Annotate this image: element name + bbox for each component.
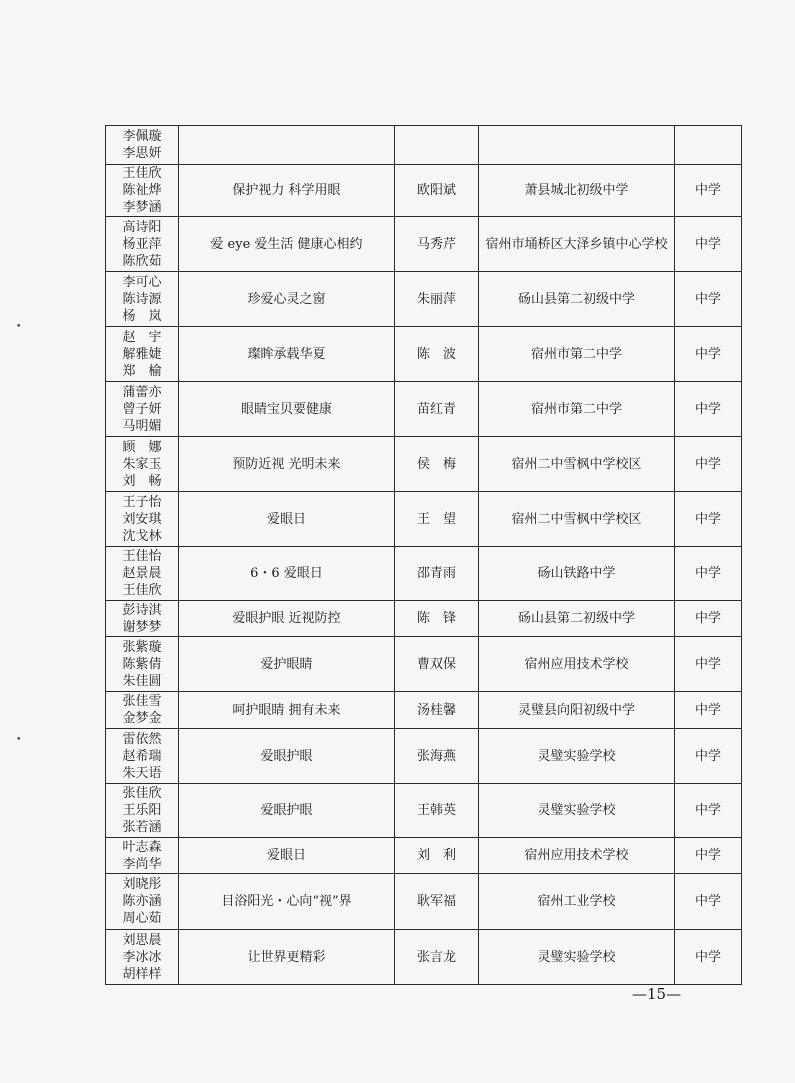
- work-title-cell: 爱 eye 爱生活 健康心相约: [179, 217, 395, 272]
- table-row: [106, 126, 742, 165]
- teacher-cell: 王 望: [395, 492, 479, 547]
- level-cell: 中学: [675, 547, 742, 601]
- work-title-cell: 璨眸承载华夏: [179, 327, 395, 382]
- student-name: 谢梦梦: [122, 619, 162, 635]
- student-name: 李尚华: [122, 856, 162, 872]
- school-cell: 宿州应用技术学校: [479, 637, 675, 692]
- teacher-cell: 朱丽萍: [395, 272, 479, 327]
- student-name: 彭诗淇: [122, 602, 162, 618]
- school-cell: 砀山县第二初级中学: [479, 601, 675, 637]
- students-cell: [106, 601, 179, 637]
- students-cell: [106, 382, 179, 437]
- student-name: 马明媚: [122, 418, 162, 434]
- table-row: [106, 327, 742, 382]
- work-title-cell: 爱眼护眼: [179, 729, 395, 784]
- school-cell: 宿州二中雪枫中学校区: [479, 437, 675, 492]
- student-name: 金梦金: [122, 711, 162, 726]
- binding-hole-mark: •: [16, 735, 22, 745]
- students-cell: [106, 547, 179, 601]
- student-name: 赵景晨: [122, 566, 162, 581]
- student-name: 顾 娜: [122, 439, 162, 455]
- student-name: 张若涵: [122, 820, 162, 835]
- student-name: 李思妍: [122, 146, 162, 161]
- level-cell: 中学: [675, 382, 742, 437]
- level-cell: 中学: [675, 217, 742, 272]
- work-title-cell: 爱眼日: [179, 838, 395, 874]
- student-name: 刘思晨: [122, 932, 162, 948]
- students-cell: [106, 437, 179, 492]
- work-title-cell: 爱眼护眼: [179, 784, 395, 838]
- student-name: 朱佳圆: [122, 673, 162, 689]
- school-cell: 宿州工业学校: [479, 874, 675, 930]
- level-cell: 中学: [675, 601, 742, 637]
- student-name: 刘 畅: [122, 473, 162, 489]
- level-cell: 中学: [675, 492, 742, 547]
- school-cell: 宿州市第二中学: [479, 382, 675, 437]
- work-title-cell: 爱护眼睛: [179, 637, 395, 692]
- level-cell: 中学: [675, 784, 742, 838]
- school-cell: 灵璧实验学校: [479, 930, 675, 985]
- student-name: 赵 宇: [122, 329, 162, 345]
- teacher-cell: 邵青雨: [395, 547, 479, 601]
- awards-table-body: [106, 126, 742, 985]
- level-cell: 中学: [675, 930, 742, 985]
- table-row: [106, 492, 742, 547]
- student-name: 解雅婕: [122, 346, 162, 362]
- level-cell: 中学: [675, 692, 742, 729]
- work-title-cell: 珍爱心灵之窗: [179, 272, 395, 327]
- table-row: [106, 637, 742, 692]
- school-cell: 宿州市埇桥区大泽乡镇中心学校: [479, 217, 675, 272]
- students-cell: [106, 692, 179, 729]
- table-row: [106, 692, 742, 729]
- student-name: 张紫璇: [122, 639, 162, 655]
- table-row: [106, 547, 742, 601]
- table-row: [106, 437, 742, 492]
- student-name: 蒲蕾亦: [122, 384, 162, 400]
- student-name: 雷依然: [122, 731, 162, 747]
- binding-hole-mark: •: [16, 322, 22, 332]
- student-name: 胡样样: [122, 966, 162, 982]
- school-cell: 宿州应用技术学校: [479, 838, 675, 874]
- student-name: 郑 榆: [122, 363, 162, 379]
- students-cell: [106, 126, 179, 165]
- teacher-cell: 张海燕: [395, 729, 479, 784]
- school-cell: 宿州二中雪枫中学校区: [479, 492, 675, 547]
- level-cell: 中学: [675, 637, 742, 692]
- work-title-cell: [179, 126, 395, 165]
- awards-table: [105, 125, 742, 985]
- level-cell: 中学: [675, 729, 742, 784]
- student-name: 陈亦涵: [122, 894, 162, 909]
- student-name: 杨亚萍: [122, 236, 162, 252]
- student-name: 叶志森: [122, 839, 162, 855]
- students-cell: [106, 637, 179, 692]
- teacher-cell: 苗红青: [395, 382, 479, 437]
- table-row: [106, 601, 742, 637]
- teacher-cell: 陈 波: [395, 327, 479, 382]
- work-title-cell: 6・6 爱眼日: [179, 547, 395, 601]
- school-cell: 灵璧实验学校: [479, 784, 675, 838]
- table-row: [106, 784, 742, 838]
- student-name: 陈紫倩: [122, 656, 162, 672]
- student-name: 朱家玉: [122, 456, 162, 472]
- teacher-cell: 耿军福: [395, 874, 479, 930]
- work-title-cell: 爱眼日: [179, 492, 395, 547]
- table-row: [106, 165, 742, 217]
- teacher-cell: 曹双保: [395, 637, 479, 692]
- students-cell: [106, 784, 179, 838]
- work-title-cell: 眼睛宝贝要健康: [179, 382, 395, 437]
- student-name: 赵希瑞: [122, 748, 162, 764]
- students-cell: [106, 492, 179, 547]
- teacher-cell: 刘 利: [395, 838, 479, 874]
- student-name: 沈戈林: [122, 528, 162, 544]
- student-name: 曾子妍: [122, 401, 162, 417]
- student-name: 王子怡: [122, 494, 162, 510]
- work-title-cell: 预防近视 光明未来: [179, 437, 395, 492]
- student-name: 周心茹: [122, 911, 162, 926]
- students-cell: [106, 930, 179, 985]
- work-title-cell: 爱眼护眼 近视防控: [179, 601, 395, 637]
- table-row: [106, 838, 742, 874]
- teacher-cell: 侯 梅: [395, 437, 479, 492]
- work-title-cell: 呵护眼睛 拥有未来: [179, 692, 395, 729]
- school-cell: 砀山县第二初级中学: [479, 272, 675, 327]
- students-cell: [106, 729, 179, 784]
- teacher-cell: [395, 126, 479, 165]
- student-name: 陈欣茹: [122, 253, 162, 269]
- students-cell: [106, 838, 179, 874]
- work-title-cell: 让世界更精彩: [179, 930, 395, 985]
- work-title-cell: 保护视力 科学用眼: [179, 165, 395, 217]
- teacher-cell: 张言龙: [395, 930, 479, 985]
- school-cell: 宿州市第二中学: [479, 327, 675, 382]
- teacher-cell: 陈 锋: [395, 601, 479, 637]
- student-name: 张佳雪: [122, 694, 162, 709]
- student-name: 刘安琪: [122, 511, 162, 527]
- teacher-cell: 马秀芹: [395, 217, 479, 272]
- teacher-cell: 欧阳斌: [395, 165, 479, 217]
- student-name: 刘晓彤: [122, 877, 162, 892]
- students-cell: [106, 165, 179, 217]
- level-cell: 中学: [675, 272, 742, 327]
- level-cell: 中学: [675, 165, 742, 217]
- student-name: 朱天语: [122, 765, 162, 781]
- page-number: —15—: [632, 985, 682, 1003]
- student-name: 李梦涵: [122, 200, 162, 215]
- student-name: 王佳怡: [122, 549, 162, 564]
- student-name: 李可心: [122, 274, 162, 290]
- school-cell: 萧县城北初级中学: [479, 165, 675, 217]
- school-cell: 灵璧县向阳初级中学: [479, 692, 675, 729]
- school-cell: 灵璧实验学校: [479, 729, 675, 784]
- teacher-cell: 汤桂馨: [395, 692, 479, 729]
- level-cell: [675, 126, 742, 165]
- students-cell: [106, 217, 179, 272]
- students-cell: [106, 874, 179, 930]
- table-row: [106, 382, 742, 437]
- student-name: 王乐阳: [122, 803, 162, 818]
- table-row: [106, 930, 742, 985]
- students-cell: [106, 272, 179, 327]
- student-name: 王佳欣: [122, 166, 162, 181]
- table-row: [106, 874, 742, 930]
- teacher-cell: 王韩英: [395, 784, 479, 838]
- students-cell: [106, 327, 179, 382]
- level-cell: 中学: [675, 874, 742, 930]
- student-name: 高诗阳: [122, 219, 162, 235]
- work-title-cell: 目浴阳光・心向“视”界: [179, 874, 395, 930]
- level-cell: 中学: [675, 838, 742, 874]
- student-name: 张佳欣: [122, 786, 162, 801]
- student-name: 李佩璇: [122, 129, 162, 144]
- student-name: 李冰冰: [122, 949, 162, 965]
- student-name: 陈诗源: [122, 291, 162, 307]
- table-row: [106, 729, 742, 784]
- school-cell: [479, 126, 675, 165]
- student-name: 杨 岚: [122, 308, 162, 324]
- student-name: 陈祉烨: [122, 183, 162, 198]
- table-row: [106, 217, 742, 272]
- level-cell: 中学: [675, 437, 742, 492]
- school-cell: 砀山铁路中学: [479, 547, 675, 601]
- level-cell: 中学: [675, 327, 742, 382]
- table-row: [106, 272, 742, 327]
- student-name: 王佳欣: [122, 583, 162, 598]
